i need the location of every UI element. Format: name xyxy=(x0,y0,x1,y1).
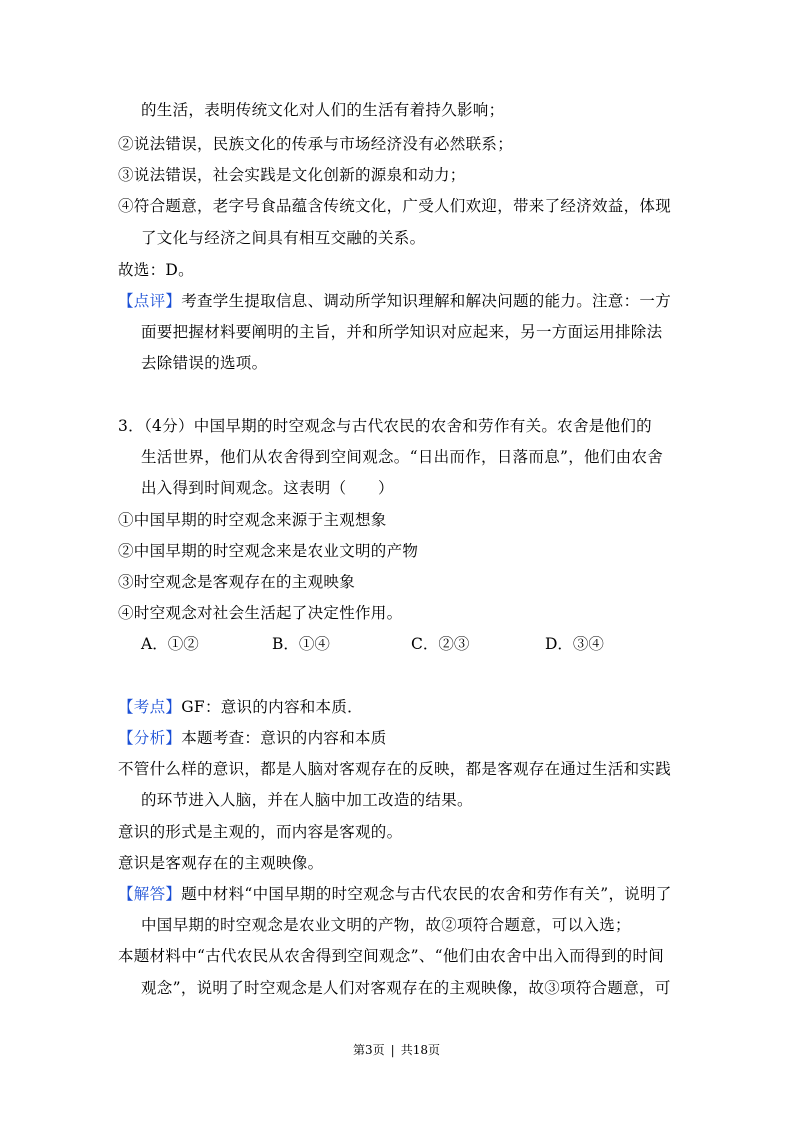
solution-text-1: 题中材料“中国早期的时空观念与古代农民的农舍和劳作有关”，说明了 xyxy=(181,885,672,903)
answer-choice: 故选：D。 xyxy=(118,261,194,279)
analysis-line xyxy=(118,728,387,748)
statement-3: ③时空观念是客观存在的主观映象 xyxy=(118,573,356,591)
page-number: 第3页 xyxy=(353,1043,385,1057)
solution-line-1 xyxy=(118,884,672,904)
option-d: D．③④ xyxy=(545,635,604,653)
analysis-paragraph-1-line-2: 的环节进入人脑，并在人脑中加工改造的结果。 xyxy=(141,791,473,809)
review-line-3: 去除错误的选项。 xyxy=(141,354,268,372)
analysis-paragraph-1-line-1: 不管什么样的意识，都是人脑对客观存在的反映，都是客观存在通过生活和实践 xyxy=(118,760,672,778)
answer-item-3: ③说法错误，社会实践是文化创新的源泉和动力； xyxy=(118,166,466,184)
answer-item-4-line-1: ④符合题意，老字号食品蕴含传统文化，广受人们欢迎，带来了经济效益，体现 xyxy=(118,197,672,215)
solution-line-3: 本题材料中“古代农民从农舍得到空间观念”、“他们由农舍中出入而得到的时间 xyxy=(118,947,665,965)
footer-separator: | xyxy=(390,1043,395,1057)
review-text-1: 考查学生提取信息、调动所学知识理解和解决问题的能力。注意：一方 xyxy=(181,292,672,310)
question-3-line-1: 3．（4分）中国早期的时空观念与古代农民的农舍和劳作有关。农舍是他们的 xyxy=(118,417,652,435)
question-3-line-3: 出入得到时间观念。这表明（ ） xyxy=(141,479,394,497)
page-footer xyxy=(0,1042,793,1058)
statement-1: ①中国早期的时空观念来源于主观想象 xyxy=(118,511,387,529)
option-b: B．①④ xyxy=(272,635,330,653)
option-c: C．②③ xyxy=(411,635,470,653)
review-line-1 xyxy=(118,291,671,311)
point-text: GF：意识的内容和本质． xyxy=(181,698,363,716)
analysis-text: 本题考查：意识的内容和本质 xyxy=(181,729,387,747)
page-total: 共18页 xyxy=(400,1043,440,1057)
answer-item-2: ②说法错误，民族文化的传承与市场经济没有必然联系； xyxy=(118,135,514,153)
solution-line-2: 中国早期的时空观念是农业文明的产物，故②项符合题意，可以入选； xyxy=(141,916,631,934)
answer-item-4-line-2: 了文化与经济之间具有相互交融的关系。 xyxy=(141,229,426,247)
point-tag: 【考点】 xyxy=(118,698,182,716)
statement-2: ②中国早期的时空观念来是农业文明的产物 xyxy=(118,542,419,560)
solution-tag: 【解答】 xyxy=(118,885,182,903)
review-line-2: 面要把握材料要阐明的主旨，并和所学知识对应起来，另一方面运用排除法 xyxy=(141,323,663,341)
review-tag: 【点评】 xyxy=(118,292,182,310)
analysis-tag: 【分析】 xyxy=(118,729,182,747)
analysis-paragraph-2: 意识的形式是主观的，而内容是客观的。 xyxy=(118,823,403,841)
analysis-paragraph-3: 意识是客观存在的主观映像。 xyxy=(118,854,324,872)
statement-4: ④时空观念对社会生活起了决定性作用。 xyxy=(118,604,403,622)
answer-options xyxy=(141,634,661,654)
option-a: A．①② xyxy=(141,635,199,653)
solution-line-4: 观念”，说明了时空观念是人们对客观存在的主观映像，故③项符合题意，可 xyxy=(141,979,671,997)
point-line xyxy=(118,697,363,717)
answer-continuation-line: 的生活，表明传统文化对人们的生活有着持久影响； xyxy=(141,101,505,119)
question-3-line-2: 生活世界，他们从农舍得到空间观念。“日出而作，日落而息”，他们由农舍 xyxy=(141,448,664,466)
